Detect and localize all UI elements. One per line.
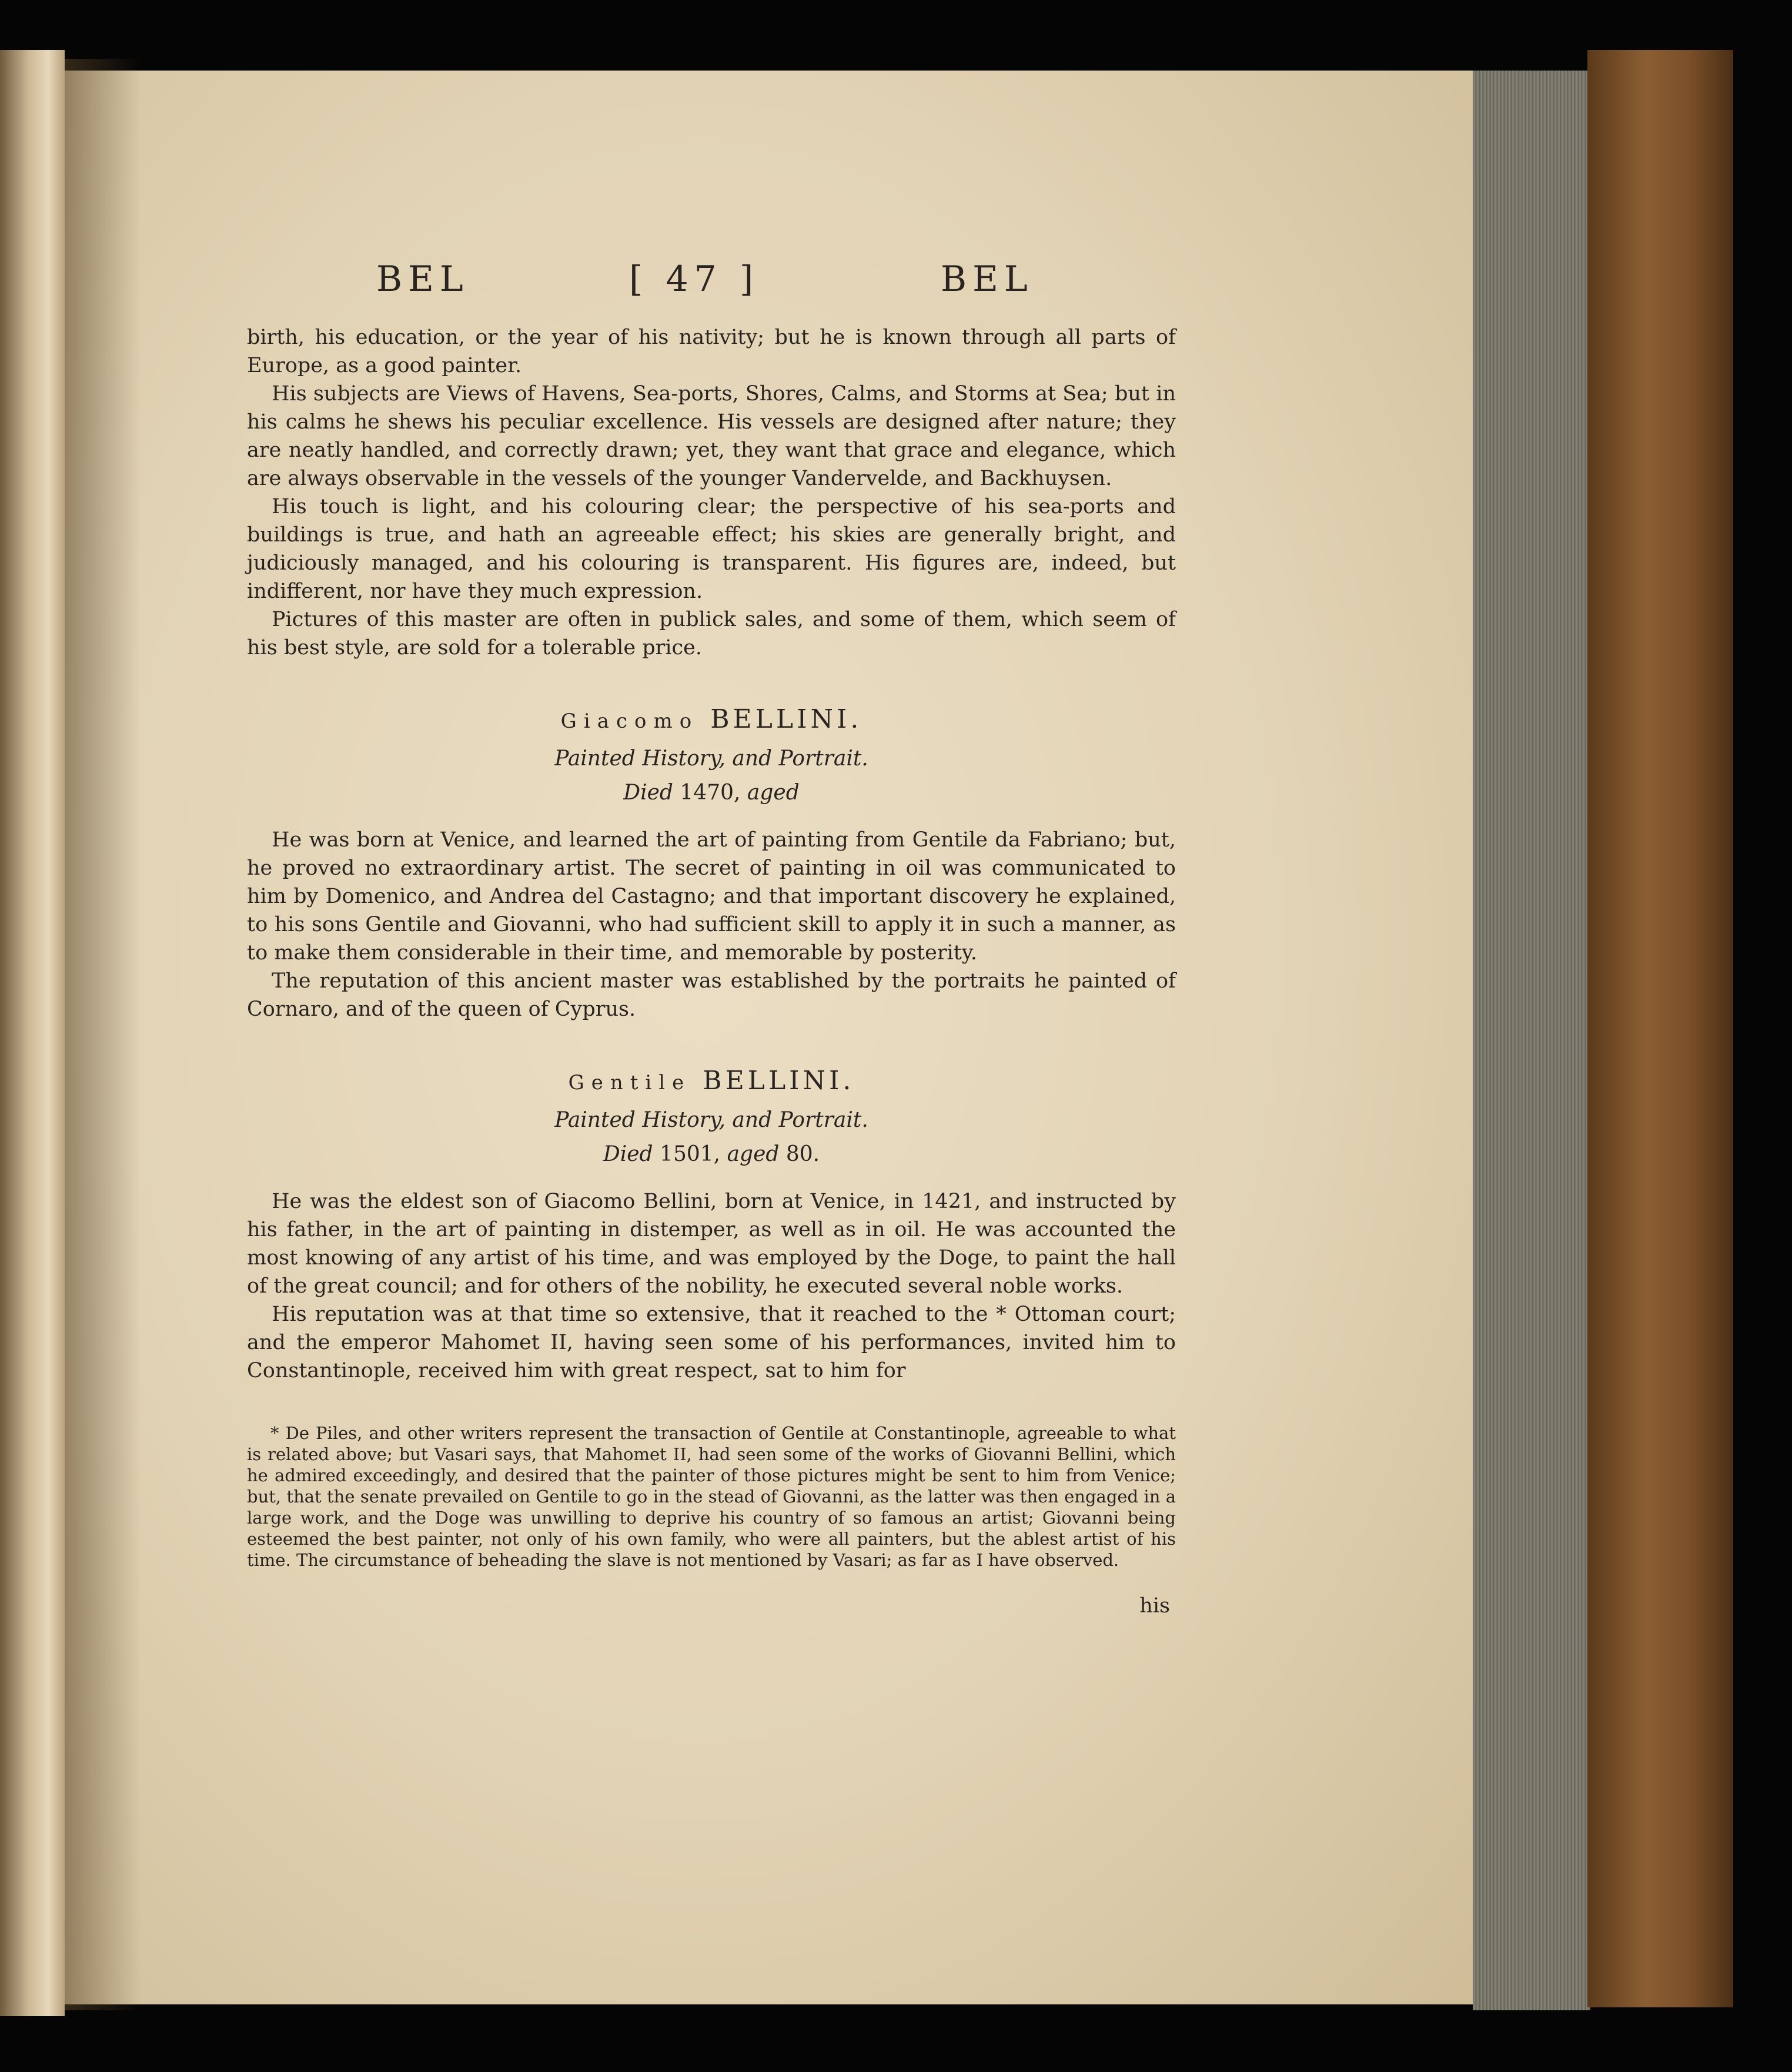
book-cover xyxy=(1587,50,1733,2007)
aged-label: aged xyxy=(747,781,800,805)
died-year: 1501, xyxy=(660,1142,721,1166)
aged-value: 80. xyxy=(785,1142,820,1166)
aged-label: aged xyxy=(727,1142,780,1166)
entry-first-name: Gentile xyxy=(568,1071,691,1094)
entry-died xyxy=(247,775,1176,811)
paragraph: His touch is light, and his colouring clear; the perspective of his sea-ports and buildings is true, and hath an agreeable effect; his skies are generally bright, and judiciously managed, and his colouring is transparent. His figures are, indeed, but indifferent, nor have they much expression. xyxy=(247,495,1176,603)
paragraph: His reputation was at that time so extensive, that it reached to the * Ottoman court; and the emperor Mahomet II, having seen some of his performances, invited him to Constantinople, received him with great respect, sat to him for xyxy=(247,1303,1176,1383)
died-year: 1470, xyxy=(680,781,741,805)
paragraph: His subjects are Views of Havens, Sea-ports, Shores, Calms, and Storms at Sea; but in his calms he shews his peculiar excellence. His vessels are designed after nature; they are neatly handled, and correctly drawn; yet, they want that grace and elegance, which are always observable in the vessels of the younger Vandervelde, and Backhuysen. xyxy=(247,382,1176,490)
entry-subtitle: Painted History, and Portrait. xyxy=(554,747,868,771)
running-header xyxy=(247,259,1176,323)
header-left: BEL xyxy=(376,259,469,300)
entry-surname: BELLINI. xyxy=(710,704,862,734)
footnote-mark: * xyxy=(270,1423,279,1443)
gutter-shadow xyxy=(65,59,141,2010)
entry-heading xyxy=(247,704,1176,734)
paragraph: He was the eldest son of Giacomo Bellini, born at Venice, in 1421, and instructed by his father, in the art of painting in distemper, as well as in oil. He was accounted the most knowing of any artist of his time, and was employed by the Doge, to paint the hall of the great council; and for others of the nobility, he executed several noble works. xyxy=(247,1190,1176,1298)
page-edges xyxy=(1473,71,1590,2010)
entry-first-name: Giacomo xyxy=(560,709,699,733)
catchword: his xyxy=(1139,1594,1170,1618)
entry-subtitle: Painted History, and Portrait. xyxy=(554,1108,868,1132)
header-right: BEL xyxy=(941,259,1034,300)
footnote xyxy=(247,1422,1176,1571)
died-label: Died xyxy=(623,781,673,805)
paragraph: The reputation of this ancient master was established by the portraits he painted of Cornaro, and of the queen of Cyprus. xyxy=(247,969,1176,1021)
entry-surname: BELLINI. xyxy=(703,1066,855,1096)
previous-page-edge xyxy=(0,50,65,2016)
paragraph: birth, his education, or the year of his nativity; but he is known through all parts of Europe, as a good painter. xyxy=(247,326,1176,377)
page-text xyxy=(247,259,1176,1618)
paragraph: He was born at Venice, and learned the art of painting from Gentile da Fabriano; but, he proved no extraordinary artist. The secret of painting in oil was communicated to him by Domenico, and Andrea del Castagno; and that important discovery he explained, to his sons Gentile and Giovanni, who had sufficient skill to apply it in such a manner, as to make them considerable in their time, and memorable by posterity. xyxy=(247,828,1176,965)
entry-heading xyxy=(247,1066,1176,1096)
page-number: [ 47 ] xyxy=(629,259,760,300)
paragraph: Pictures of this master are often in publick sales, and some of them, which seem of his best style, are sold for a tolerable price. xyxy=(247,608,1176,660)
died-label: Died xyxy=(603,1142,653,1166)
footnote-text: De Piles, and other writers represent the transaction of Gentile at Constantinople, agreeable to what is related above; but Vasari says, that Mahomet II, had seen some of the works of Giovanni Bellini, which he admired exceedingly, and desired that the painter of those pictures might be sent to him from Venice; but, that the senate prevailed on Gentile to go in the stead of Giovanni, as the latter was then engaged in a large work, and the Doge was unwilling to deprive his country of so famous an artist; Giovanni being esteemed the best painter, not only of his own family, who were all painters, but the ablest artist of his time. The circumstance of beheading the slave is not mentioned by Vasari; as far as I have observed. xyxy=(247,1423,1176,1570)
entry-died xyxy=(247,1137,1176,1172)
